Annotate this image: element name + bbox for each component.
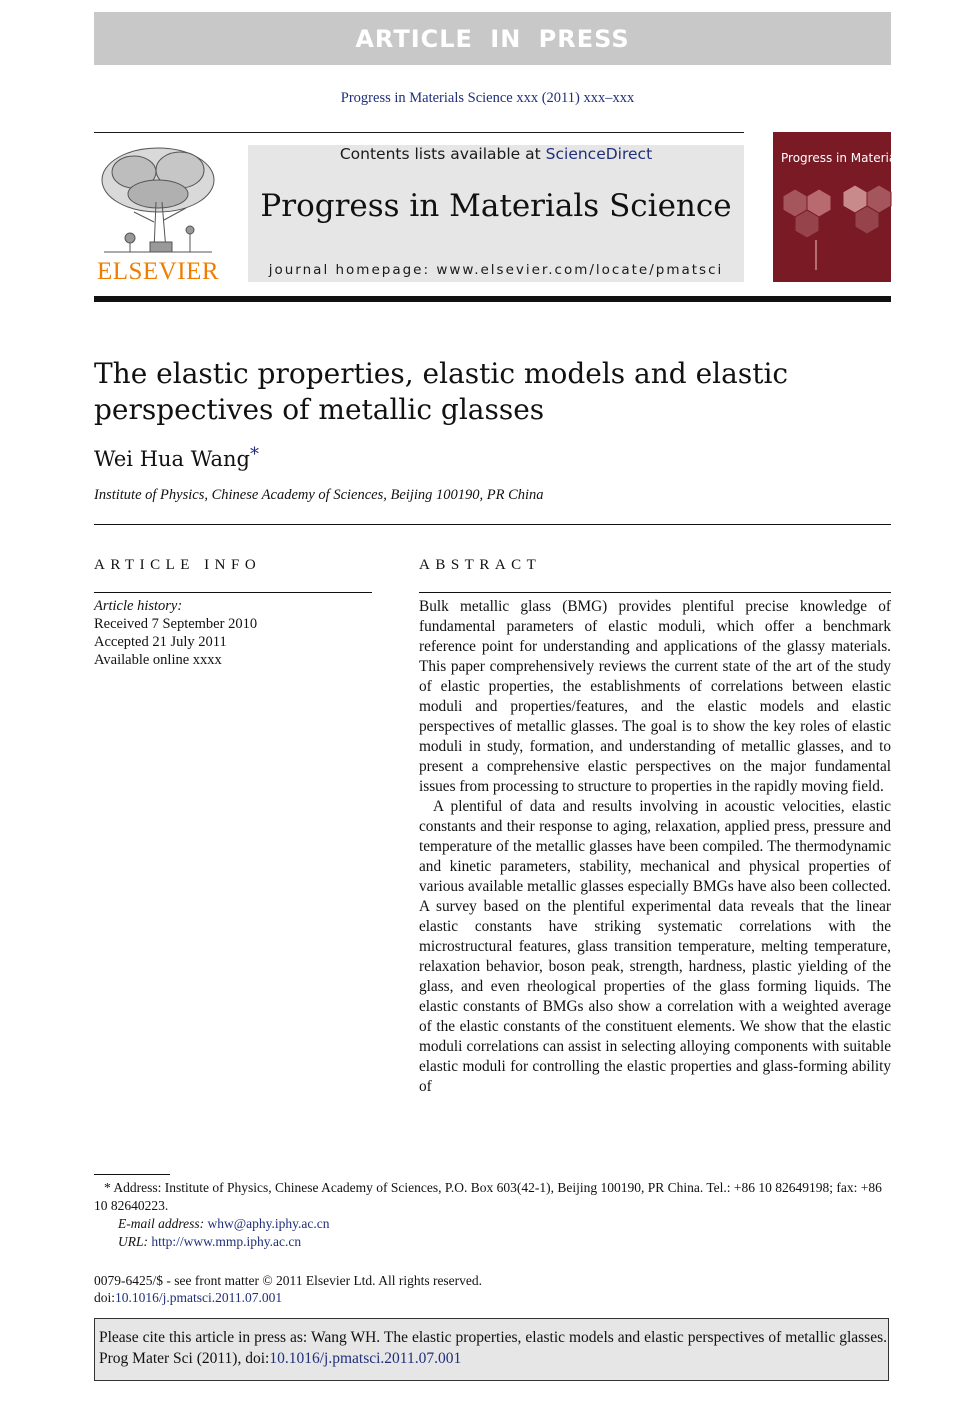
accepted-date: Accepted 21 July 2011 [94, 634, 227, 650]
top-divider [94, 132, 744, 133]
header-divider [94, 296, 891, 302]
footnote-email: E-mail address: whw@aphy.iphy.ac.cn [118, 1216, 330, 1231]
journal-name: Progress in Materials Science [260, 188, 732, 224]
footnote-address: * Address: Institute of Physics, Chinese Academy of Sciences, P.O. Box 603(42-1), Beijing 100190, PR China. Tel.: +86 10 82649198; fax: +86 10 82640223. [94, 1180, 882, 1213]
journal-cover [773, 132, 957, 282]
homepage-url-link[interactable]: http://www.mmp.iphy.ac.cn [151, 1234, 302, 1249]
history-label: Article history: [94, 598, 183, 614]
corresponding-author-mark[interactable]: * [249, 444, 259, 465]
abstract-paragraph-2: A plentiful of data and results involving in acoustic velocities, elastic constants and their response to aging, relaxation, applied press, pressure and temperature of the metallic glasses have been compiled. The thermodynamic and kinetic parameters, stability, mechanical and physical properties of various available metallic glasses especially BMGs have also been collected. A survey based on the plentiful experimental data reveals that the linear elastic constants have striking systematic correlations with the microstructural features, glass transition temperature, melting temperature, relaxation behavior, boson peak, strength, hardness, plastic yielding of the glass, and even rheological properties of the glass forming liquids. The elastic constants of BMGs also show a correlation with a weighted average of the elastic constants of the constituent elements. We show that the elastic moduli correlations can assist in selecting alloying components with suitable elastic moduli for controlling the elastic properties and glass-forming ability of [419, 798, 891, 1095]
journal-homepage[interactable]: journal homepage: www.elsevier.com/locate/pmatsci [268, 262, 724, 278]
article-history [94, 597, 257, 669]
abstract-paragraph-1: Bulk metallic glass (BMG) provides plentiful precise knowledge of fundamental parameters of elastic moduli, which offer a benchmark reference point for understanding and applications of the glassy materials. This paper comprehensively reviews the current state of the art of the study of elastic properties, the establishments of correlations between elastic moduli and properties/features, and the elastic models and elastic perspectives of metallic glasses. The goal is to show the key roles of elastic moduli in study, formation, and understanding of metallic glasses, and to present a comprehensive elastic perspectives on the major fundamental issues from processing to structure to properties in the rapidly moving field. [419, 598, 891, 795]
section-divider [94, 524, 891, 525]
received-date: Received 7 September 2010 [94, 616, 258, 632]
citation-doi-link[interactable]: 10.1016/j.pmatsci.2011.07.001 [269, 1350, 462, 1367]
journal-reference[interactable]: Progress in Materials Science xxx (2011) xxx–xxx [340, 90, 635, 106]
doi-link[interactable]: 10.1016/j.pmatsci.2011.07.001 [115, 1290, 283, 1305]
article-info-rule [94, 592, 372, 593]
affiliation: Institute of Physics, Chinese Academy of Sciences, Beijing 100190, PR China [94, 487, 544, 503]
footnote-rule [94, 1174, 170, 1175]
article-title: The elastic properties, elastic models and elastic perspectives of metallic glasses [94, 357, 789, 426]
author-name: Wei Hua Wang [94, 447, 250, 471]
footnote-url: URL: http://www.mmp.iphy.ac.cn [118, 1234, 302, 1249]
cover-title: Progress in Materials Science [781, 151, 957, 165]
author-line [94, 444, 259, 471]
abstract-heading: ABSTRACT [419, 557, 542, 573]
footnote [94, 1179, 891, 1251]
abstract-rule [419, 592, 891, 593]
article-info-heading: ARTICLE INFO [94, 557, 262, 573]
abstract-body [419, 597, 891, 1097]
sciencedirect-link[interactable]: ScienceDirect [545, 145, 653, 163]
article-in-press-banner: ARTICLE IN PRESS [94, 12, 891, 65]
elsevier-wordmark: ELSEVIER [96, 258, 220, 285]
copyright-block [94, 1272, 482, 1306]
citation-box [94, 1318, 889, 1381]
email-link[interactable]: whw@aphy.iphy.ac.cn [207, 1216, 330, 1231]
online-date: Available online xxxx [94, 652, 222, 668]
copyright-line: 0079-6425/$ - see front matter © 2011 Elsevier Ltd. All rights reserved. [94, 1273, 483, 1288]
contents-line: Contents lists available at ScienceDirect [339, 145, 653, 163]
citation-text: Please cite this article in press as: Wang WH. The elastic properties, elastic models and elastic perspectives of metallic glasses. Prog Mater Sci (2011), doi:10.1016/j.pmatsci.2011.07.001 [99, 1329, 887, 1367]
doi-line: doi:10.1016/j.pmatsci.2011.07.001 [94, 1290, 283, 1305]
